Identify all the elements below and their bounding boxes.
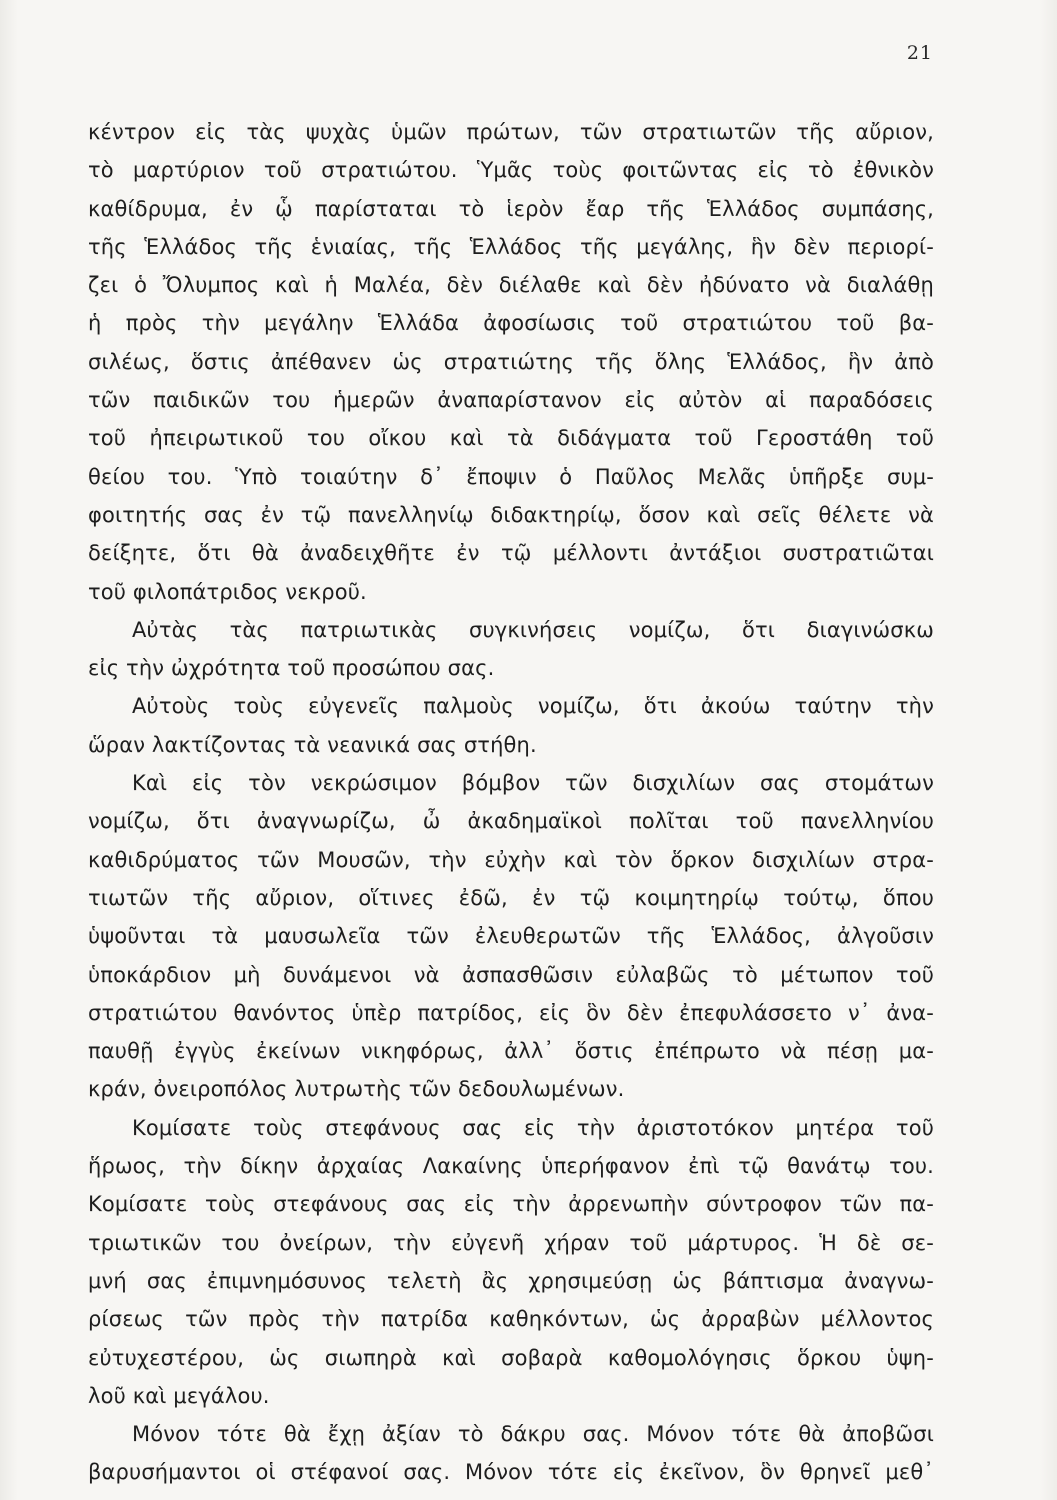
text-line: τοῦ ἠπειρωτικοῦ του οἴκου καὶ τὰ διδάγματα τοῦ Γεροστάθη τοῦ bbox=[88, 426, 934, 451]
text-line: ὑποκάρδιον μὴ δυνάμενοι νὰ ἀσπασθῶσιν εὐλαβῶς τὸ μέτωπον τοῦ bbox=[88, 962, 934, 987]
text-line: δείξητε, ὅτι θὰ ἀναδειχθῆτε ἐν τῷ μέλλοντι ἀντάξιοι συστρατιῶται bbox=[88, 541, 934, 566]
text-line: στρατιώτου θανόντος ὑπὲρ πατρίδος, εἰς ὃν δὲν ἐπεφυλάσσετο ν᾿ ἀνα- bbox=[88, 1000, 934, 1025]
text-line: κέντρον εἰς τὰς ψυχὰς ὑμῶν πρώτων, τῶν στρατιωτῶν τῆς αὔριον, bbox=[88, 120, 934, 144]
text-line: ζει ὁ Ὄλυμπος καὶ ἡ Μαλέα, δὲν διέλαθε καὶ δὲν ἠδύνατο νὰ διαλάθῃ bbox=[88, 273, 934, 298]
text-line: θείου του. Ὑπὸ τοιαύτην δ᾿ ἔποψιν ὁ Παῦλος Μελᾶς ὑπῆρξε συμ- bbox=[88, 464, 934, 489]
text-line: καθίδρυμα, ἐν ᾧ παρίσταται τὸ ἱερὸν ἔαρ τῆς Ἑλλάδος συμπάσης, bbox=[88, 196, 934, 221]
text-line: εὐτυχεστέρου, ὡς σιωπηρὰ καὶ σοβαρὰ καθομολόγησις ὅρκου ὑψη- bbox=[88, 1345, 934, 1370]
text-line: κράν, ὀνειροπόλος λυτρωτὴς τῶν δεδουλωμένων. bbox=[88, 1077, 625, 1102]
text-line: παυθῇ ἐγγὺς ἐκείνων νικηφόρως, ἀλλ᾿ ὅστις ἐπέπρωτο νὰ πέσῃ μα- bbox=[88, 1039, 934, 1064]
page-number: 21 bbox=[906, 42, 933, 64]
text-line: τοῦ φιλοπάτριδος νεκροῦ. bbox=[88, 579, 367, 604]
text-line: Κομίσατε τοὺς στεφάνους σας εἰς τὴν ἀριστοτόκον μητέρα τοῦ bbox=[132, 1115, 934, 1140]
text-line: μνή σας ἐπιμνημόσυνος τελετὴ ἂς χρησιμεύσῃ ὡς βάπτισμα ἀναγνω- bbox=[88, 1268, 934, 1293]
text-line: λοῦ καὶ μεγάλου. bbox=[88, 1383, 270, 1408]
text-line: τῆς Ἑλλάδος τῆς ἑνιαίας, τῆς Ἑλλάδος τῆς μεγάλης, ἣν δὲν περιορί- bbox=[88, 234, 934, 259]
text-line: ρίσεως τῶν πρὸς τὴν πατρίδα καθηκόντων, ὡς ἀρραβὼν μέλλοντος bbox=[88, 1307, 934, 1332]
text-line: τιωτῶν τῆς αὔριον, οἵτινες ἐδῶ, ἐν τῷ κοιμητηρίῳ τούτῳ, ὅπου bbox=[88, 885, 934, 910]
text-line: Αὐτοὺς τοὺς εὐγενεῖς παλμοὺς νομίζω, ὅτι ἀκούω ταύτην τὴν bbox=[132, 694, 934, 719]
text-line: τῶν παιδικῶν του ἡμερῶν ἀναπαρίστανον εἰς αὐτὸν αἱ παραδόσεις bbox=[88, 388, 934, 413]
text-line: νομίζω, ὅτι ἀναγνωρίζω, ὦ ἀκαδημαϊκοὶ πολῖται τοῦ πανελληνίου bbox=[88, 809, 934, 834]
text-line: φοιτητής σας ἐν τῷ πανελληνίῳ διδακτηρίῳ, ὅσον καὶ σεῖς θέλετε νὰ bbox=[88, 502, 934, 527]
text-line: Καὶ εἰς τὸν νεκρώσιμον βόμβον τῶν δισχιλίων σας στομάτων bbox=[132, 771, 934, 796]
body-text bbox=[88, 113, 934, 1492]
text-line: Κομίσατε τοὺς στεφάνους σας εἰς τὴν ἀρρενωπὴν σύντροφον τῶν πα- bbox=[88, 1192, 934, 1217]
text-line: βαρυσήμαντοι οἱ στέφανοί σας. Μόνον τότε εἰς ἐκεῖνον, ὃν θρηνεῖ μεθ᾿ bbox=[88, 1460, 934, 1485]
text-line: ἥρωος, τὴν δίκην ἀρχαίας Λακαίνης ὑπερήφανον ἐπὶ τῷ θανάτῳ του. bbox=[88, 1154, 934, 1179]
text-line: Αὐτὰς τὰς πατριωτικὰς συγκινήσεις νομίζω, ὅτι διαγινώσκω bbox=[132, 617, 934, 642]
text-line: τριωτικῶν του ὀνείρων, τὴν εὐγενῆ χήραν τοῦ μάρτυρος. Ἡ δὲ σε- bbox=[88, 1230, 934, 1255]
text-line: εἰς τὴν ὠχρότητα τοῦ προσώπου σας. bbox=[88, 656, 495, 681]
text-line: τὸ μαρτύριον τοῦ στρατιώτου. Ὑμᾶς τοὺς φοιτῶντας εἰς τὸ ἐθνικὸν bbox=[88, 158, 934, 183]
text-line: ὥραν λακτίζοντας τὰ νεανικά σας στήθη. bbox=[88, 732, 537, 757]
text-line: σιλέως, ὅστις ἀπέθανεν ὡς στρατιώτης τῆς ὅλης Ἑλλάδος, ἣν ἀπὸ bbox=[88, 349, 934, 374]
text-line: ἡ πρὸς τὴν μεγάλην Ἑλλάδα ἀφοσίωσις τοῦ στρατιώτου τοῦ βα- bbox=[88, 311, 934, 336]
text-line: Μόνον τότε θὰ ἔχῃ ἀξίαν τὸ δάκρυ σας. Μόνον τότε θὰ ἀποβῶσι bbox=[132, 1422, 934, 1447]
text-line: καθιδρύματος τῶν Μουσῶν, τὴν εὐχὴν καὶ τὸν ὅρκον δισχιλίων στρα- bbox=[88, 847, 934, 872]
text-line: ὑψοῦνται τὰ μαυσωλεῖα τῶν ἐλευθερωτῶν τῆς Ἑλλάδος, ἀλγοῦσιν bbox=[88, 924, 934, 949]
